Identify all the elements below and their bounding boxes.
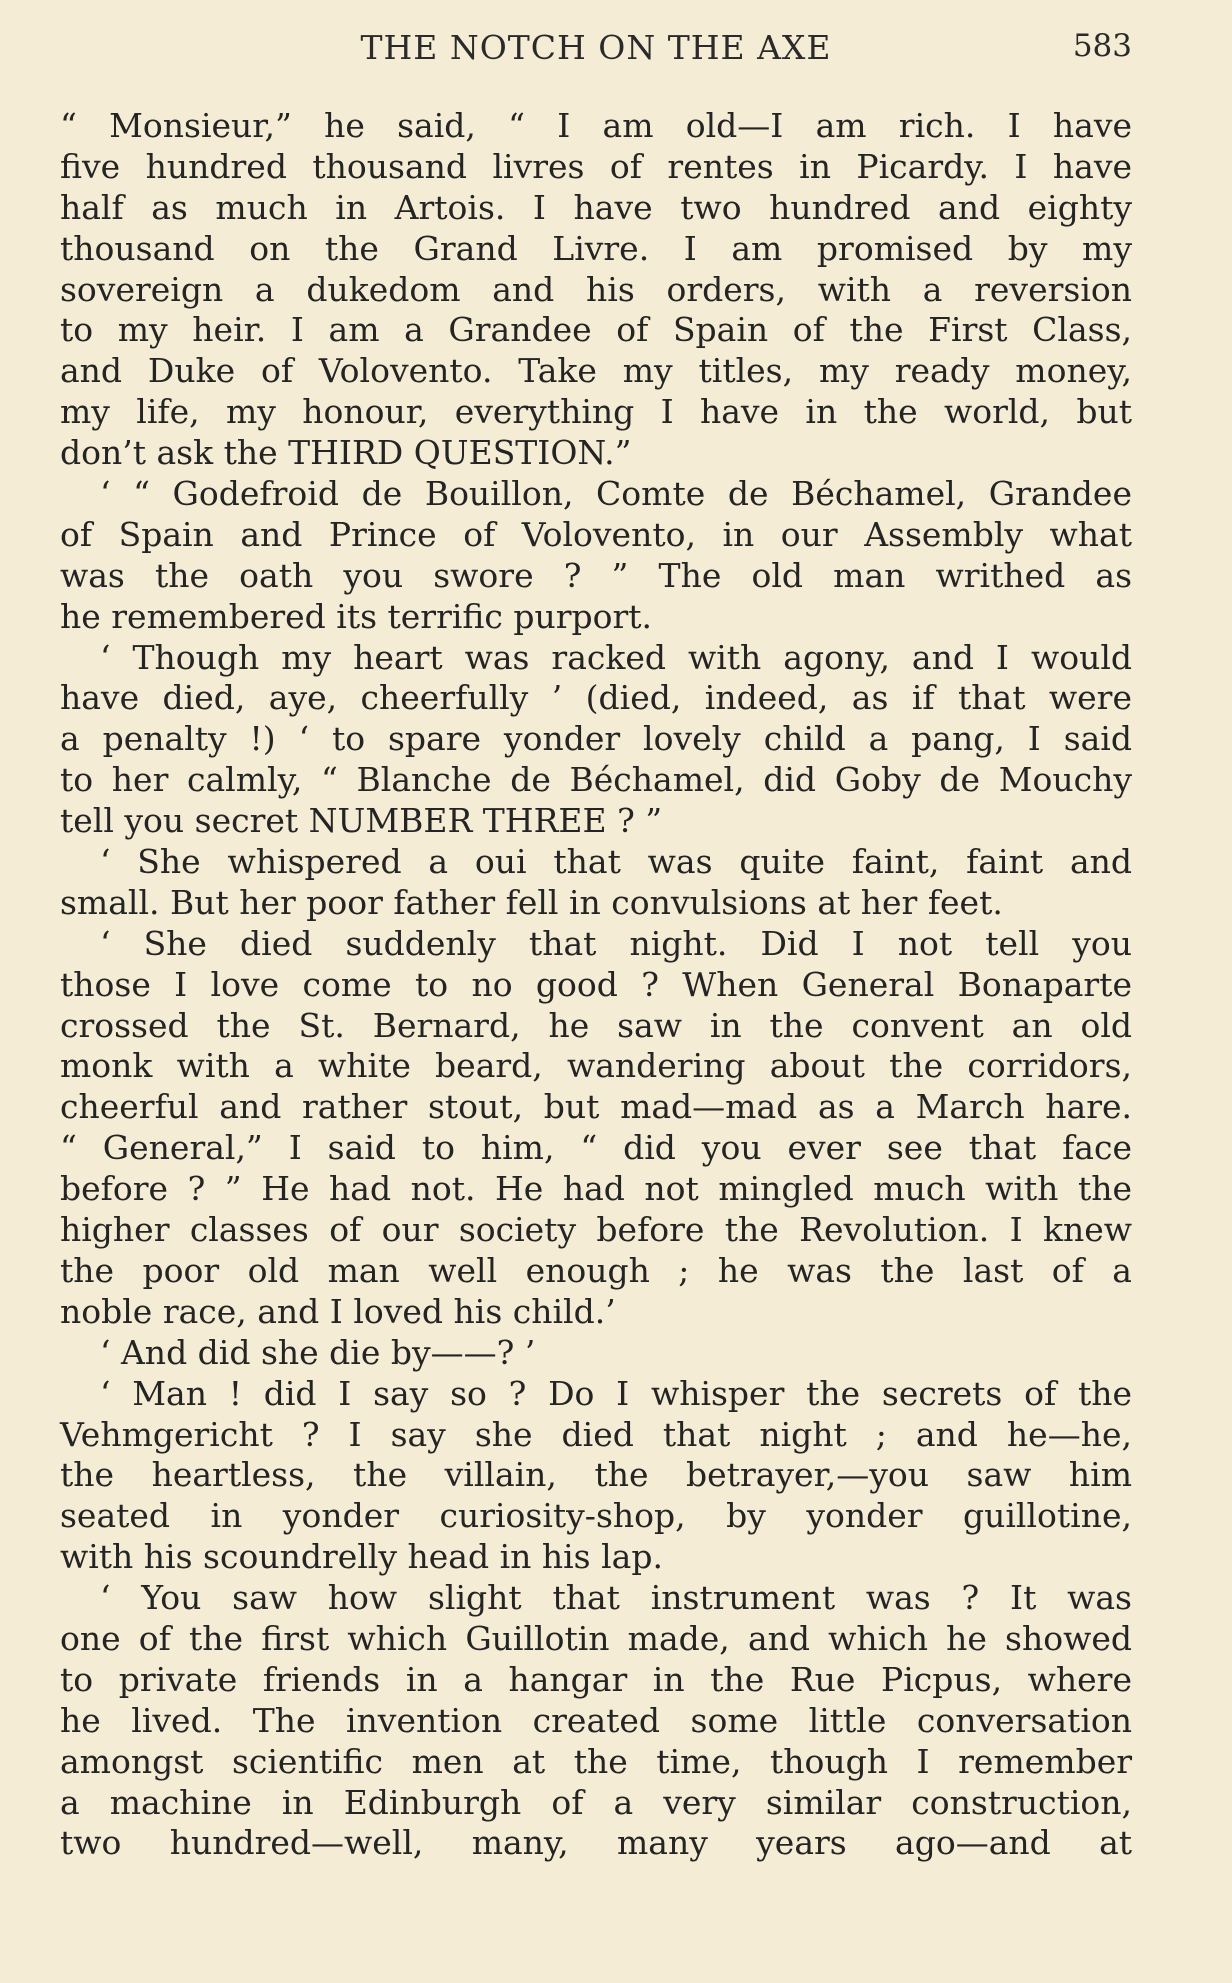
- text-line: “ Monsieur,” he said, “ I am old—I am rich. I have: [60, 106, 1132, 145]
- text-line: ‘ Man ! did I say so ? Do I whisper the secrets of the: [100, 1373, 1132, 1413]
- page-number: 583: [1072, 28, 1132, 64]
- text-line: cheerful and rather stout, but mad—mad as a March hare.: [60, 1087, 1132, 1127]
- text-line: have died, aye, cheerfully ’ (died, indeed, as if that were: [60, 678, 1132, 718]
- text-line: two hundred—well, many, many years ago—and at: [60, 1823, 1132, 1863]
- text-line: was the oath you swore ? ” The old man writhed as: [60, 555, 1132, 595]
- body-text: [60, 106, 1132, 1864]
- text-line: don’t ask the THIRD QUESTION.”: [60, 433, 632, 473]
- text-line: higher classes of our society before the Revolution. I knew: [60, 1210, 1132, 1250]
- text-line: a machine in Edinburgh of a very similar construction,: [60, 1782, 1132, 1822]
- text-line: half as much in Artois. I have two hundred and eighty: [60, 187, 1132, 227]
- text-line: before ? ” He had not. He had not mingled much with the: [60, 1169, 1132, 1209]
- text-line: crossed the St. Bernard, he saw in the convent an old: [60, 1005, 1132, 1045]
- text-line: ‘ Though my heart was racked with agony, and I would: [100, 637, 1132, 677]
- text-line: the poor old man well enough ; he was the last of a: [60, 1250, 1132, 1290]
- text-line: and Duke of Volovento. Take my titles, my ready money,: [60, 351, 1132, 391]
- text-line: ‘ And did she die by——? ’: [100, 1332, 536, 1372]
- text-line: he lived. The invention created some little conversation: [60, 1700, 1132, 1740]
- text-line: to private friends in a hangar in the Rue Picpus, where: [60, 1659, 1132, 1699]
- text-line: thousand on the Grand Livre. I am promised by my: [60, 228, 1132, 268]
- text-line: small. But her poor father fell in convulsions at her feet.: [60, 882, 1003, 922]
- text-line: ‘ She died suddenly that night. Did I not tell you: [100, 923, 1132, 963]
- text-line: of Spain and Prince of Volovento, in our Assembly what: [60, 514, 1132, 554]
- text-line: amongst scientific men at the time, though I remember: [60, 1741, 1132, 1781]
- text-line: “ General,” I said to him, “ did you ever see that face: [60, 1128, 1132, 1168]
- text-line: he remembered its terrific purport.: [60, 596, 653, 636]
- text-line: Vehmgericht ? I say she died that night ; and he—he,: [60, 1414, 1132, 1454]
- text-line: ‘ “ Godefroid de Bouillon, Comte de Béchamel, Grandee: [100, 474, 1132, 514]
- text-line: tell you secret NUMBER THREE ? ”: [60, 801, 663, 841]
- text-line: monk with a white beard, wandering about the corridors,: [60, 1046, 1132, 1086]
- page-header: [60, 28, 1132, 72]
- text-line: my life, my honour, everything I have in the world, but: [60, 392, 1132, 432]
- text-line: ‘ She whispered a oui that was quite faint, faint and: [100, 842, 1132, 882]
- text-line: seated in yonder curiosity-shop, by yonder guillotine,: [60, 1496, 1132, 1536]
- text-line: one of the first which Guillotin made, and which he showed: [60, 1618, 1132, 1658]
- text-line: sovereign a dukedom and his orders, with a reversion: [60, 269, 1132, 309]
- text-line: a penalty !) ‘ to spare yonder lovely child a pang, I said: [60, 719, 1132, 759]
- text-line: the heartless, the villain, the betrayer,—you saw him: [60, 1455, 1132, 1495]
- text-line: those I love come to no good ? When General Bonaparte: [60, 964, 1132, 1004]
- text-line: five hundred thousand livres of rentes in Picardy. I have: [60, 146, 1132, 186]
- text-line: to my heir. I am a Grandee of Spain of the First Class,: [60, 310, 1132, 350]
- text-line: with his scoundrelly head in his lap.: [60, 1537, 663, 1577]
- text-line: ‘ You saw how slight that instrument was ? It was: [100, 1578, 1132, 1618]
- text-line: to her calmly, “ Blanche de Béchamel, did Goby de Mouchy: [60, 760, 1132, 800]
- text-line: noble race, and I loved his child.’: [60, 1291, 616, 1331]
- running-title: THE NOTCH ON THE AXE: [360, 28, 832, 67]
